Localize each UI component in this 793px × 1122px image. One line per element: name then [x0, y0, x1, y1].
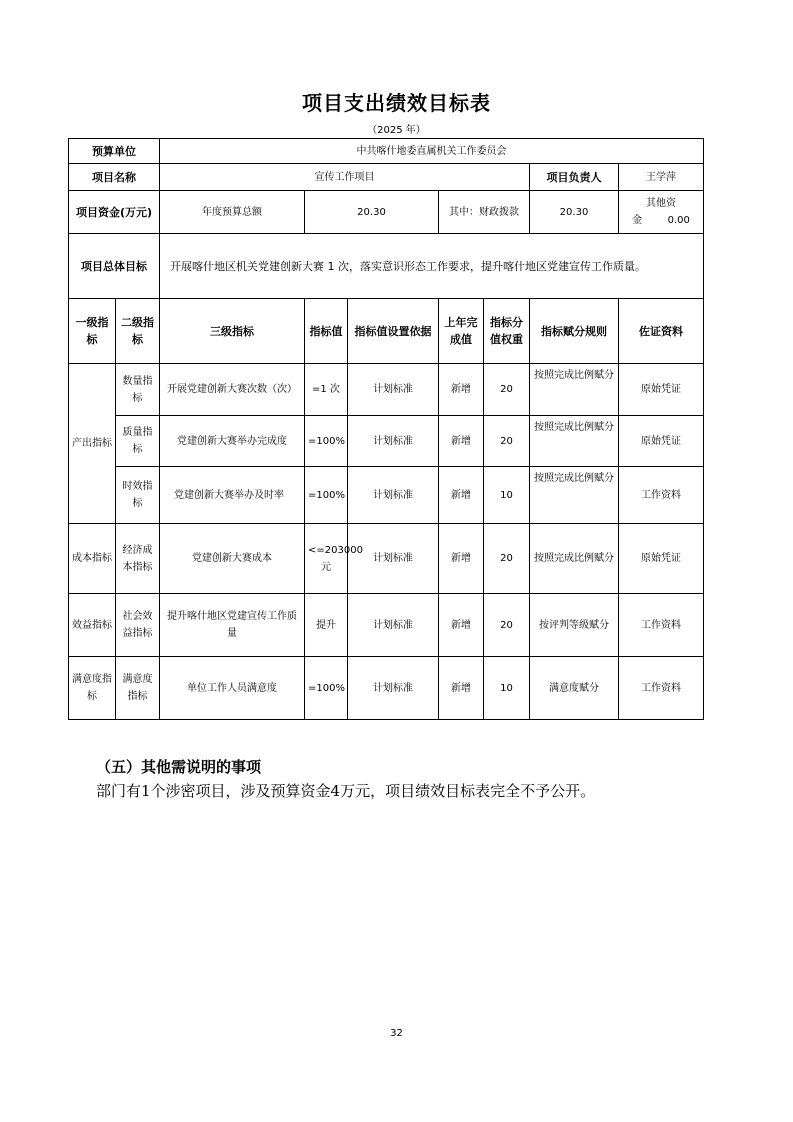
level1-cell: 成本指标 — [69, 524, 116, 594]
col-header-value: 指标值 — [305, 299, 348, 364]
weight-cell: 20 — [484, 524, 530, 594]
last-year-cell: 新增 — [439, 416, 484, 467]
value-cell: =100% — [305, 467, 348, 524]
level3-cell: 党建创新大赛举办及时率 — [160, 467, 305, 524]
table-row — [69, 524, 704, 594]
level2-cell: 时效指标 — [116, 467, 160, 524]
overall-goal-value: 开展喀什地区机关党建创新大赛 1 次，落实意识形态工作要求，提升喀什地区党建宣传工作质量。 — [160, 234, 704, 299]
level3-cell: 党建创新大赛举办完成度 — [160, 416, 305, 467]
level2-cell: 数量指标 — [116, 364, 160, 416]
level3-cell: 党建创新大赛成本 — [160, 524, 305, 594]
col-header-level1: 一级指标 — [69, 299, 116, 364]
budget-unit-label: 预算单位 — [69, 139, 160, 164]
project-name-value: 宣传工作项目 — [160, 164, 530, 191]
level1-cell: 产出指标 — [69, 364, 116, 524]
project-name-row — [69, 164, 704, 191]
value-cell: =100% — [305, 416, 348, 467]
other-funds-label: 其他资金 — [632, 198, 677, 226]
last-year-cell: 新增 — [439, 467, 484, 524]
col-header-basis: 指标值设置依据 — [348, 299, 439, 364]
basis-cell: 计划标准 — [348, 657, 439, 720]
basis-cell: 计划标准 — [348, 524, 439, 594]
level3-cell: 单位工作人员满意度 — [160, 657, 305, 720]
last-year-cell: 新增 — [439, 657, 484, 720]
project-funds-row — [69, 191, 704, 234]
level3-cell: 提升喀什地区党建宣传工作质量 — [160, 594, 305, 657]
evidence-cell: 工作资料 — [619, 594, 704, 657]
annual-budget-value: 20.30 — [305, 191, 439, 234]
level2-cell: 社会效益指标 — [116, 594, 160, 657]
level3-cell: 开展党建创新大赛次数（次） — [160, 364, 305, 416]
other-matters-text: 部门有1个涉密项目，涉及预算资金4万元，项目绩效目标表完全不予公开。 — [96, 782, 596, 800]
evidence-cell: 原始凭证 — [619, 364, 704, 416]
rule-cell: 按评判等级赋分 — [530, 594, 619, 657]
funds-label: 项目资金(万元) — [69, 191, 160, 234]
level2-cell: 质量指标 — [116, 416, 160, 467]
basis-cell: 计划标准 — [348, 594, 439, 657]
level2-cell: 经济成本指标 — [116, 524, 160, 594]
evidence-cell: 原始凭证 — [619, 416, 704, 467]
weight-cell: 10 — [484, 657, 530, 720]
basis-cell: 计划标准 — [348, 364, 439, 416]
rule-cell: 按照完成比例赋分 — [530, 467, 619, 524]
fiscal-funds-value: 20.30 — [530, 191, 619, 234]
other-matters-heading: （五）其他需说明的事项 — [96, 758, 262, 776]
col-header-evidence: 佐证资料 — [619, 299, 704, 364]
value-cell: =100% — [305, 657, 348, 720]
annual-budget-label: 年度预算总额 — [160, 191, 305, 234]
table-row — [69, 594, 704, 657]
level2-cell: 满意度指标 — [116, 657, 160, 720]
fiscal-funds-label: 其中：财政拨款 — [439, 191, 530, 234]
page-title: 项目支出绩效目标表 — [302, 91, 491, 115]
other-funds-cell — [619, 191, 704, 234]
rule-cell: 按照完成比例赋分 — [530, 364, 619, 416]
rule-cell: 按照完成比例赋分 — [530, 416, 619, 467]
col-header-level3: 三级指标 — [160, 299, 305, 364]
table-row — [69, 416, 704, 467]
project-leader-value: 王学萍 — [619, 164, 704, 191]
other-funds-value: 0.00 — [667, 215, 690, 226]
rule-cell: 满意度赋分 — [530, 657, 619, 720]
weight-cell: 20 — [484, 416, 530, 467]
column-header-row — [69, 299, 704, 364]
overall-goal-row — [69, 234, 704, 299]
performance-target-table — [68, 138, 704, 720]
table-row — [69, 364, 704, 416]
page-number: 32 — [390, 1028, 403, 1039]
overall-goal-label: 项目总体目标 — [69, 234, 160, 299]
table-row — [69, 467, 704, 524]
weight-cell: 10 — [484, 467, 530, 524]
value-cell: <=203000 元 — [305, 524, 348, 594]
budget-unit-row — [69, 139, 704, 164]
table-row — [69, 657, 704, 720]
project-leader-label: 项目负责人 — [530, 164, 619, 191]
basis-cell: 计划标准 — [348, 467, 439, 524]
weight-cell: 20 — [484, 364, 530, 416]
evidence-cell: 工作资料 — [619, 657, 704, 720]
basis-cell: 计划标准 — [348, 416, 439, 467]
weight-cell: 20 — [484, 594, 530, 657]
report-year: （2025 年） — [367, 125, 426, 136]
col-header-last-year: 上年完成值 — [439, 299, 484, 364]
col-header-weight: 指标分值权重 — [484, 299, 530, 364]
evidence-cell: 原始凭证 — [619, 524, 704, 594]
value-cell: =1 次 — [305, 364, 348, 416]
col-header-rule: 指标赋分规则 — [530, 299, 619, 364]
value-cell: 提升 — [305, 594, 348, 657]
level1-cell: 效益指标 — [69, 594, 116, 657]
evidence-cell: 工作资料 — [619, 467, 704, 524]
col-header-level2: 二级指标 — [116, 299, 160, 364]
level1-cell: 满意度指标 — [69, 657, 116, 720]
last-year-cell: 新增 — [439, 364, 484, 416]
rule-cell: 按照完成比例赋分 — [530, 524, 619, 594]
budget-unit-value: 中共喀什地委直属机关工作委员会 — [160, 139, 704, 164]
last-year-cell: 新增 — [439, 594, 484, 657]
project-name-label: 项目名称 — [69, 164, 160, 191]
last-year-cell: 新增 — [439, 524, 484, 594]
